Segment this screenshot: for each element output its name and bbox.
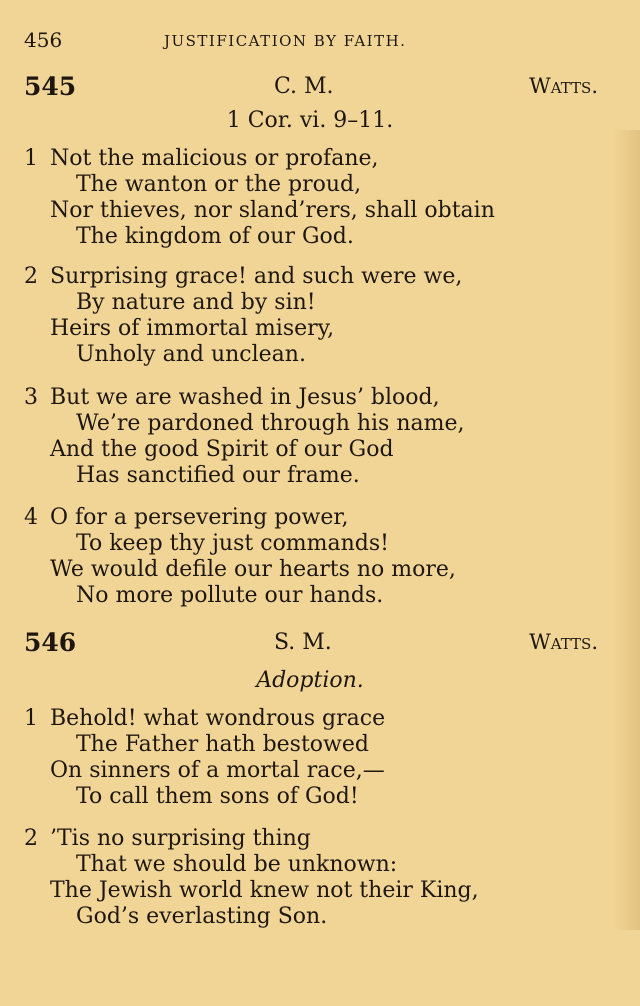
stanza-line: Heirs of immortal misery, <box>50 316 335 341</box>
stanza-line: We’re pardoned through his name, <box>76 411 465 436</box>
stanza-line: On sinners of a mortal race,— <box>50 758 385 783</box>
stanza-line: To keep thy just commands! <box>76 531 389 556</box>
stanza-number: 1 <box>24 706 38 731</box>
stanza-line: We would defile our hearts no more, <box>50 557 456 582</box>
stanza-line: The Father hath bestowed <box>76 732 369 757</box>
stanza-line: 2 Surprising grace! and such were we, <box>24 264 463 289</box>
hymn-author: Watts. <box>529 74 598 98</box>
stanza-number: 2 <box>24 264 38 289</box>
stanza-line: 1 Not the malicious or profane, <box>24 146 379 171</box>
hymn-546-header <box>24 628 598 658</box>
stanza-545-4 <box>24 505 614 609</box>
hymn-546-topic: Adoption. <box>256 668 364 693</box>
stanza-line: 2 ’Tis no surprising thing <box>24 826 311 851</box>
stanza-number: 2 <box>24 826 38 851</box>
stanza-line: Unholy and unclean. <box>76 342 306 367</box>
show-through-shadow <box>612 130 640 930</box>
hymn-number: 545 <box>24 72 77 101</box>
hymn-meter: S. M. <box>274 630 332 655</box>
running-title: JUSTIFICATION BY FAITH. <box>164 32 407 50</box>
stanza-line: By nature and by sin! <box>76 290 316 315</box>
stanza-545-3 <box>24 385 614 489</box>
hymn-545-header <box>24 72 598 102</box>
stanza-line: 3 But we are washed in Jesus’ blood, <box>24 385 440 410</box>
page-number: 456 <box>24 28 63 52</box>
stanza-line: No more pollute our hands. <box>76 583 384 608</box>
stanza-number: 1 <box>24 146 38 171</box>
stanza-line: Nor thieves, nor sland’rers, shall obtain <box>50 198 495 223</box>
stanza-line: 1 Behold! what wondrous grace <box>24 706 386 731</box>
hymn-545-scripture-reference: 1 Cor. vi. 9–11. <box>226 108 394 133</box>
stanza-line: Has sanctified our frame. <box>76 463 360 488</box>
hymn-author: Watts. <box>529 630 598 654</box>
stanza-line: That we should be unknown: <box>76 852 398 877</box>
stanza-number: 4 <box>24 505 38 530</box>
stanza-number: 3 <box>24 385 38 410</box>
stanza-line: The kingdom of our God. <box>76 224 354 249</box>
stanza-line: The wanton or the proud, <box>76 172 362 197</box>
stanza-546-2 <box>24 826 614 930</box>
running-head <box>24 28 614 54</box>
stanza-line: And the good Spirit of our God <box>50 437 394 462</box>
stanza-line: God’s everlasting Son. <box>76 904 328 929</box>
stanza-line: The Jewish world knew not their King, <box>50 878 479 903</box>
hymn-meter: C. M. <box>274 74 334 99</box>
stanza-546-1 <box>24 706 614 810</box>
stanza-545-1 <box>24 146 614 250</box>
stanza-line: To call them sons of God! <box>76 784 359 809</box>
stanza-line: 4 O for a persevering power, <box>24 505 349 530</box>
hymn-number: 546 <box>24 628 77 657</box>
stanza-545-2 <box>24 264 614 368</box>
